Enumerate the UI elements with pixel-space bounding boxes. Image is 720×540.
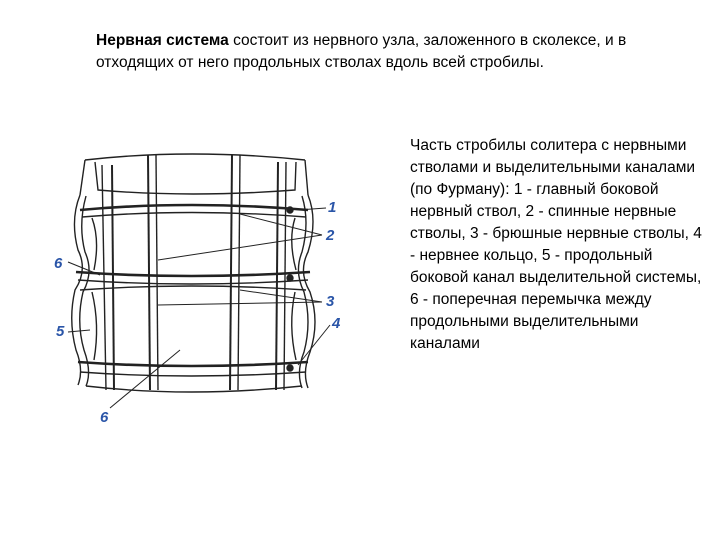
intro-bold-term: Нервная система <box>96 32 229 49</box>
label-3: 3 <box>326 293 335 310</box>
label-6-upper: 6 <box>54 255 63 272</box>
label-1: 1 <box>328 199 337 216</box>
label-4: 4 <box>332 315 341 332</box>
intro-paragraph <box>96 30 656 74</box>
intro-text: состоит из нервного узла, заложенного в сколексе, и в отходящих от него продольных стволах вдоль всей стробилы. <box>96 32 627 71</box>
label-5: 5 <box>56 323 65 340</box>
figure-caption: Часть стробилы солитера с нервными стволами и выделительными каналами (по Фурману): 1 - главный боковой нервный ствол, 2 - спинные нервные стволы, 3 - брюшные нервные стволы, 4 - нервнее кольцо, 5 - продольный боковой канал выделительной системы, 6 - поперечная перемычка между продольными выделительными каналами <box>410 137 702 352</box>
strobila-drawing <box>40 140 360 440</box>
label-2: 2 <box>326 227 335 244</box>
strobila-diagram <box>40 140 360 440</box>
label-6-lower: 6 <box>100 409 109 426</box>
